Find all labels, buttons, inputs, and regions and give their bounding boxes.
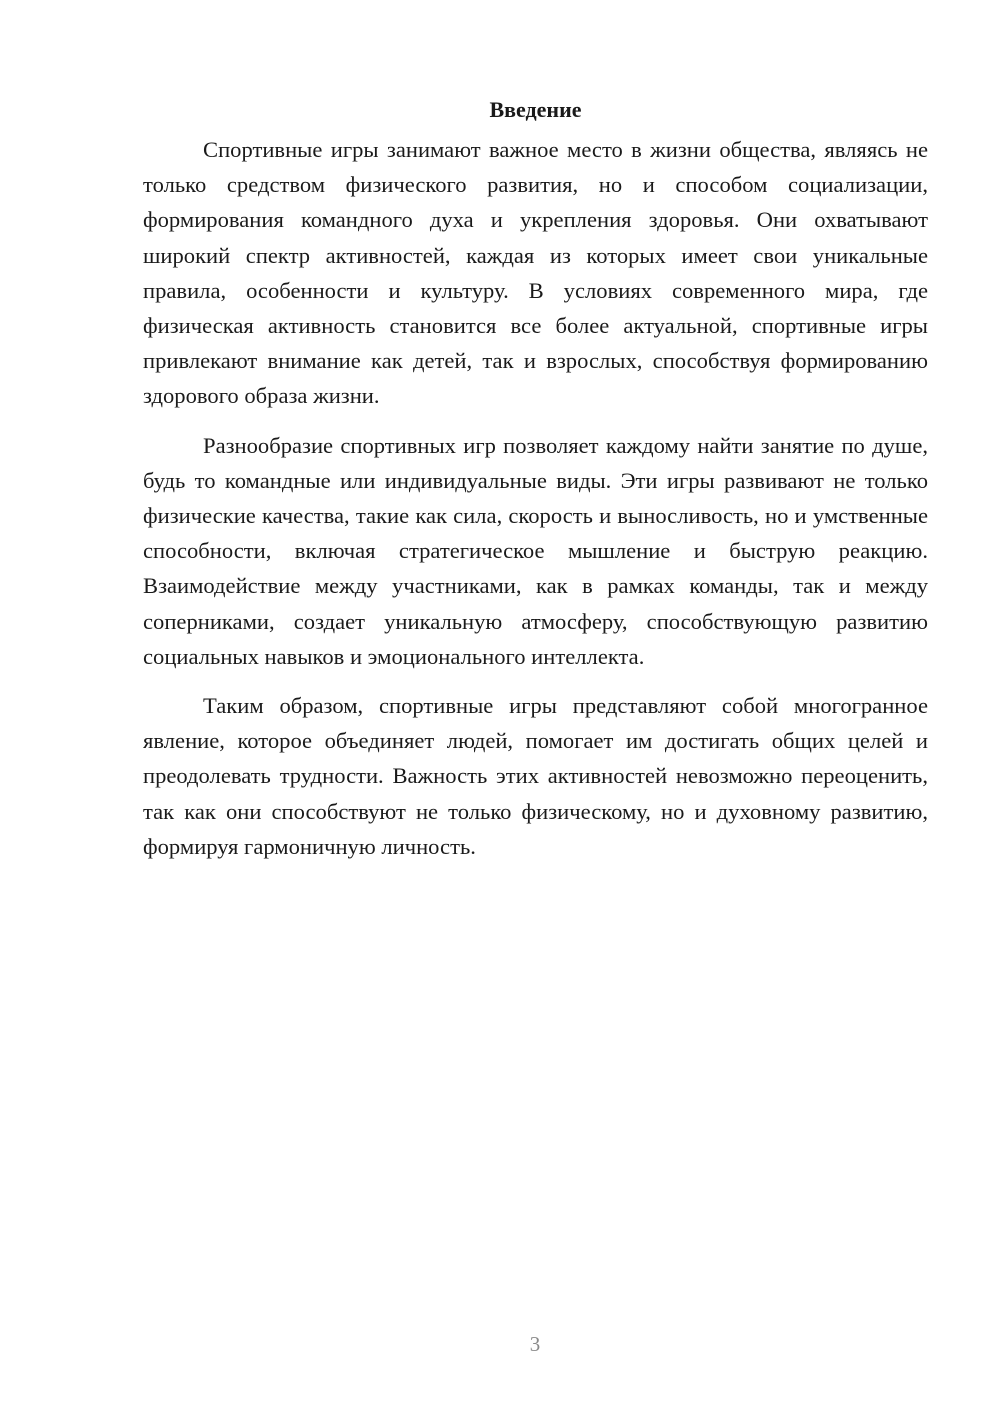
page-content xyxy=(143,92,928,878)
section-heading: Введение xyxy=(489,97,582,122)
paragraph-2: Разнообразие спортивных игр позволяет каждому найти занятие по душе, будь то командные или индивидуальные виды. Эти игры развивают не только физические качества, такие как сила, скорость и выносливость, но и умственные способности, включая стратегическое мышление и быструю реакцию. Взаимодействие между участниками, как в рамках команды, так и между соперниками, создает уникальную атмосферу, способствующую развитию социальных навыков и эмоционального интеллекта. xyxy=(143,432,928,669)
page-number: 3 xyxy=(529,1332,541,1356)
paragraph-3: Таким образом, спортивные игры представляют собой многогранное явление, которое объединяет людей, помогает им достигать общих целей и преодолевать трудности. Важность этих активностей невозможно переоценить, так как они способствуют не только физическому, но и духовному развитию, формируя гармоничную личность. xyxy=(143,693,928,859)
paragraph-1: Спортивные игры занимают важное место в жизни общества, являясь не только средством физического развития, но и способом социализации, формирования командного духа и укрепления здоровья. Они охватывают широкий спектр активностей, каждая из которых имеет свои уникальные правила, особенности и культуру. В условиях современного мира, где физическая активность становится все более актуальной, спортивные игры привлекают внимание как детей, так и взрослых, способствуя формированию здорового образа жизни. xyxy=(143,137,928,409)
